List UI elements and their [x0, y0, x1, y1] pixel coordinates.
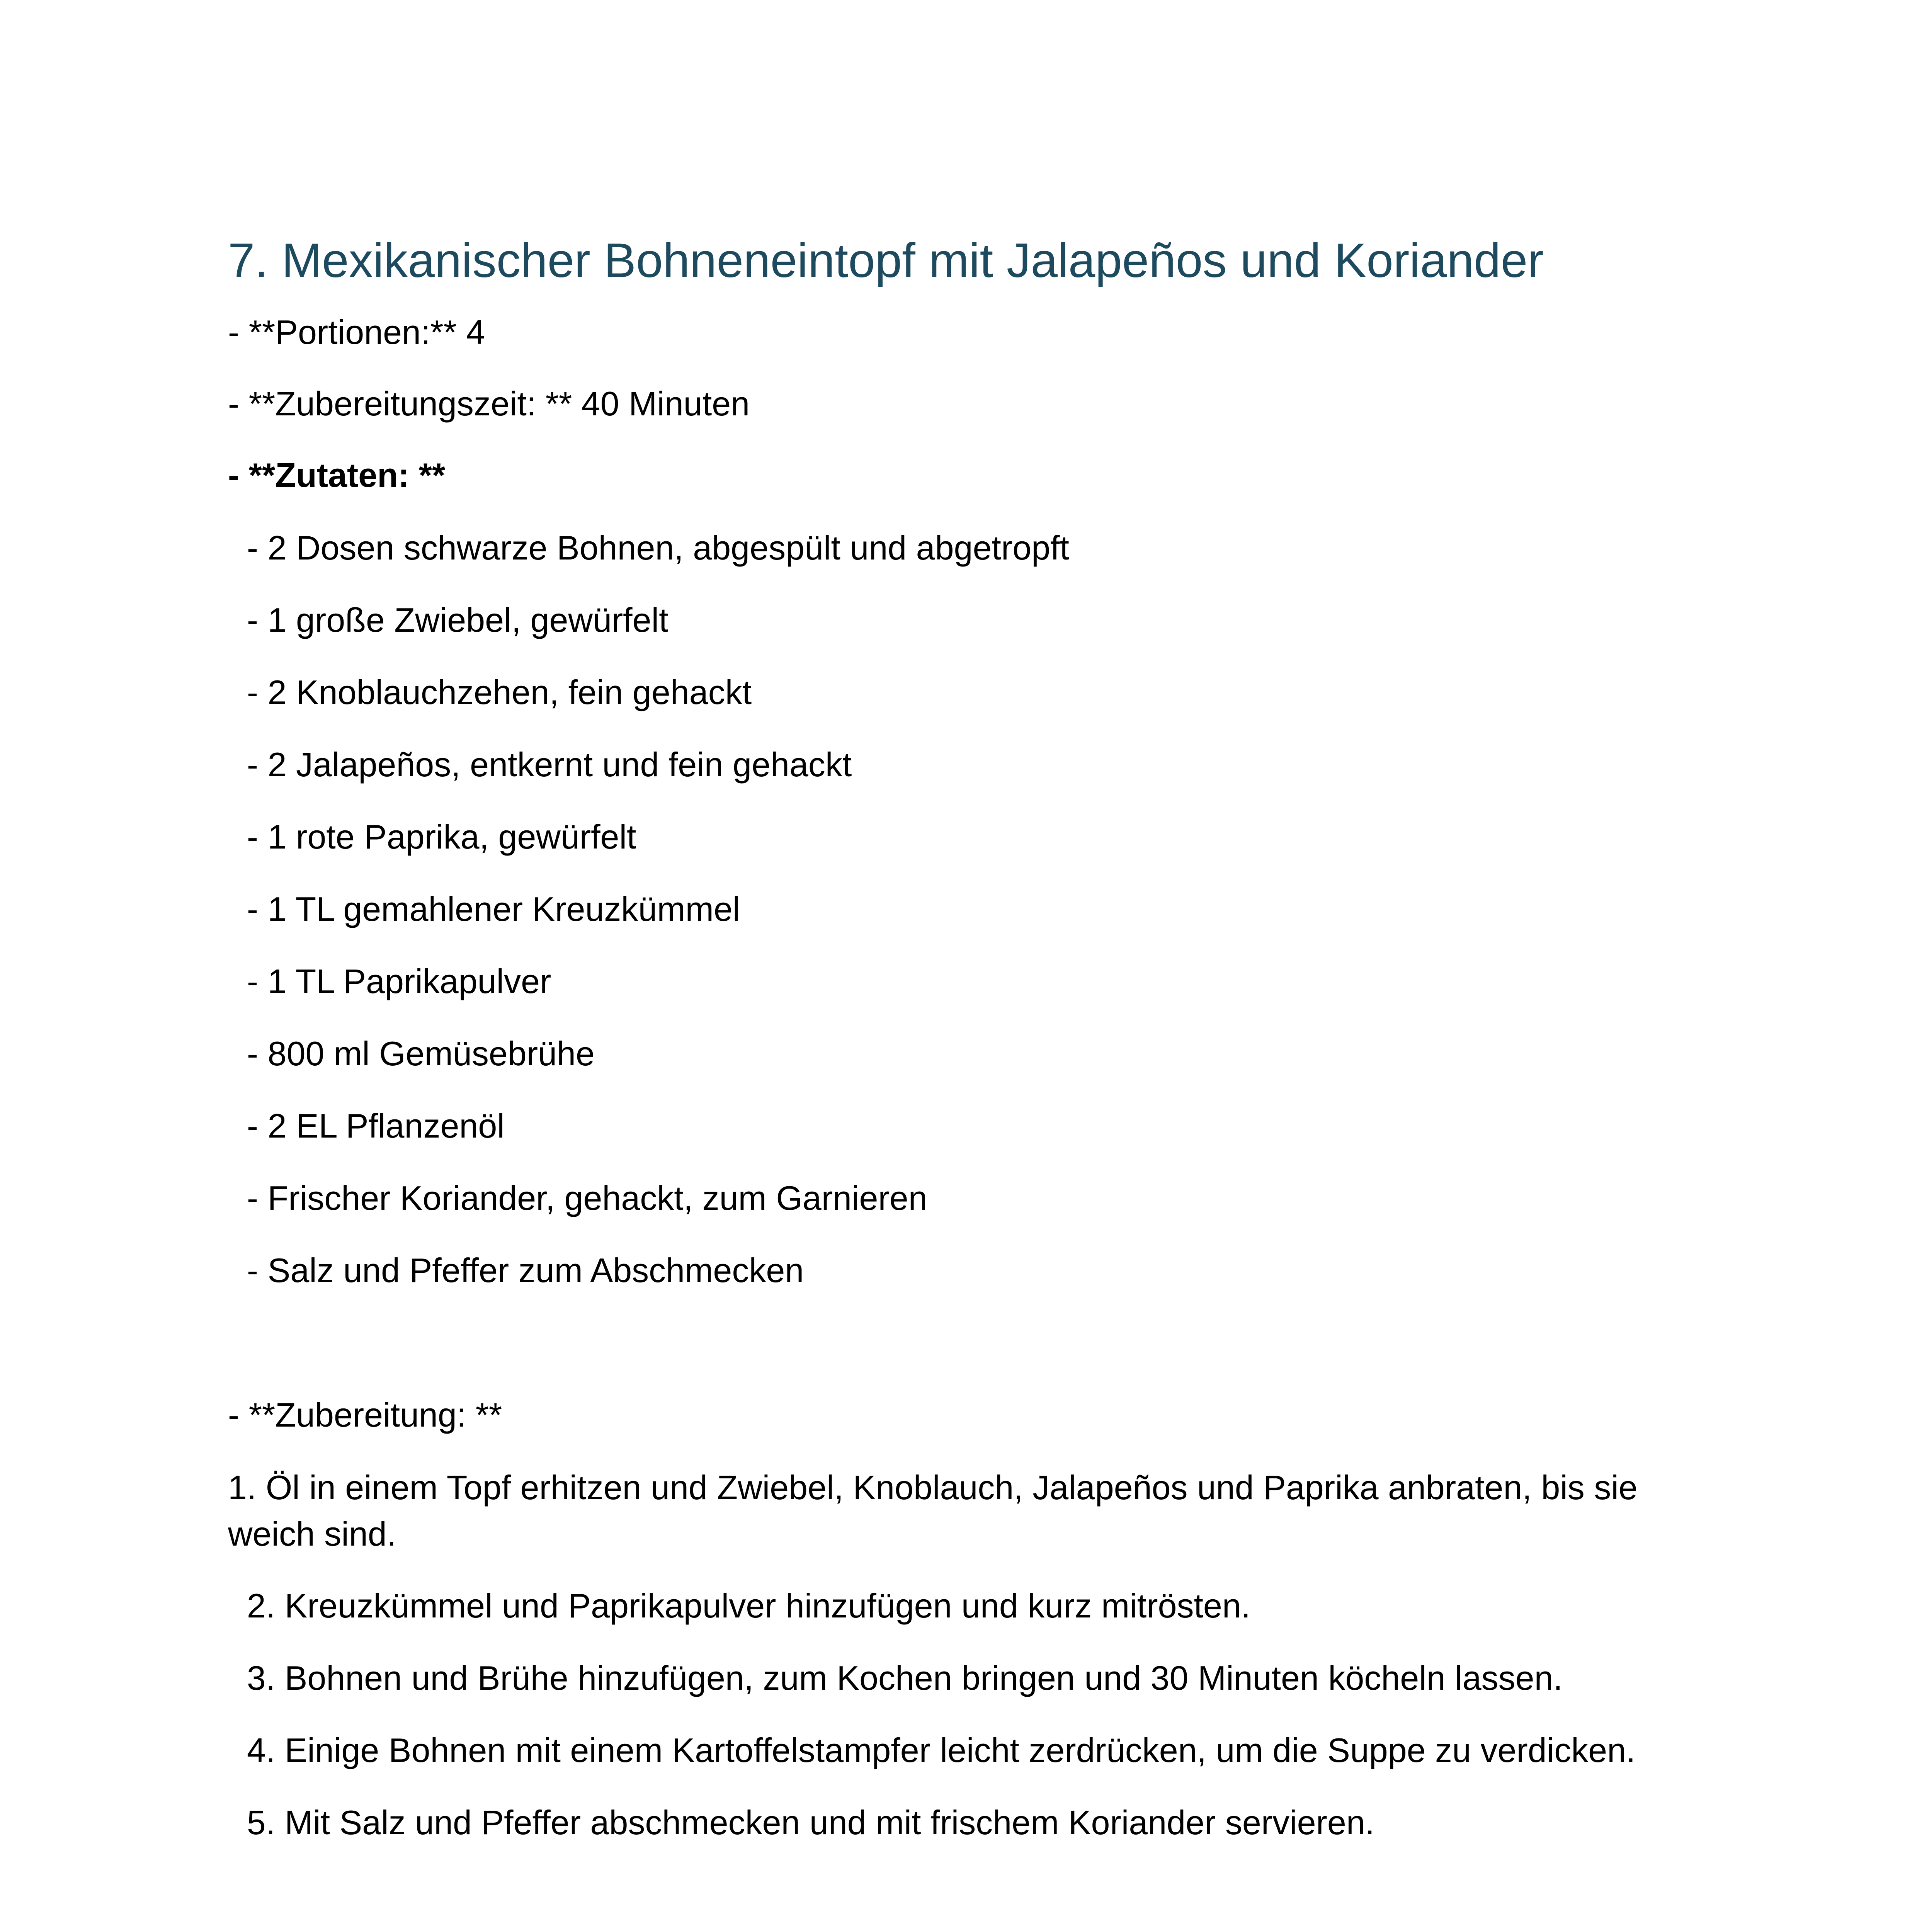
ingredient-item: - Salz und Pfeffer zum Abschmecken [228, 1251, 804, 1289]
ingredient-item: - 2 Jalapeños, entkernt und fein gehackt [228, 745, 852, 784]
ingredient-item: - 2 EL Pflanzenöl [228, 1107, 505, 1145]
preparation-step: 2. Kreuzkümmel und Paprikapulver hinzufügen und kurz mitrösten. [228, 1587, 1251, 1625]
ingredient-item: - 2 Dosen schwarze Bohnen, abgespült und abgetropft [228, 529, 1069, 567]
ingredient-item: - 1 TL Paprikapulver [228, 962, 551, 1000]
ingredient-item: - 1 TL gemahlener Kreuzkümmel [228, 890, 740, 928]
ingredient-item: - 1 rote Paprika, gewürfelt [228, 818, 636, 856]
ingredient-item: - Frischer Koriander, gehackt, zum Garnieren [228, 1179, 927, 1217]
prep-time-line: - **Zubereitungszeit: ** 40 Minuten [228, 384, 750, 423]
ingredient-item: - 2 Knoblauchzehen, fein gehackt [228, 673, 752, 711]
preparation-step: 3. Bohnen und Brühe hinzufügen, zum Kochen bringen und 30 Minuten köcheln lassen. [228, 1659, 1563, 1697]
recipe-title: 7. Mexikanischer Bohneneintopf mit Jalapeños und Koriander [228, 234, 1544, 287]
preparation-step: 5. Mit Salz und Pfeffer abschmecken und mit frischem Koriander servieren. [228, 1803, 1375, 1842]
portions-line: - **Portionen:** 4 [228, 313, 485, 351]
ingredient-item: - 1 große Zwiebel, gewürfelt [228, 601, 668, 639]
ingredients-heading: - **Zutaten: ** [228, 456, 446, 494]
preparation-heading: - **Zubereitung: ** [228, 1396, 502, 1434]
ingredient-item: - 800 ml Gemüsebrühe [228, 1034, 595, 1073]
preparation-step: 1. Öl in einem Topf erhitzen und Zwiebel, Knoblauch, Jalapeños und Paprika anbraten, bis sie weich sind. [228, 1468, 1638, 1553]
preparation-step: 4. Einige Bohnen mit einem Kartoffelstampfer leicht zerdrücken, um die Suppe zu verdicken. [228, 1731, 1636, 1769]
